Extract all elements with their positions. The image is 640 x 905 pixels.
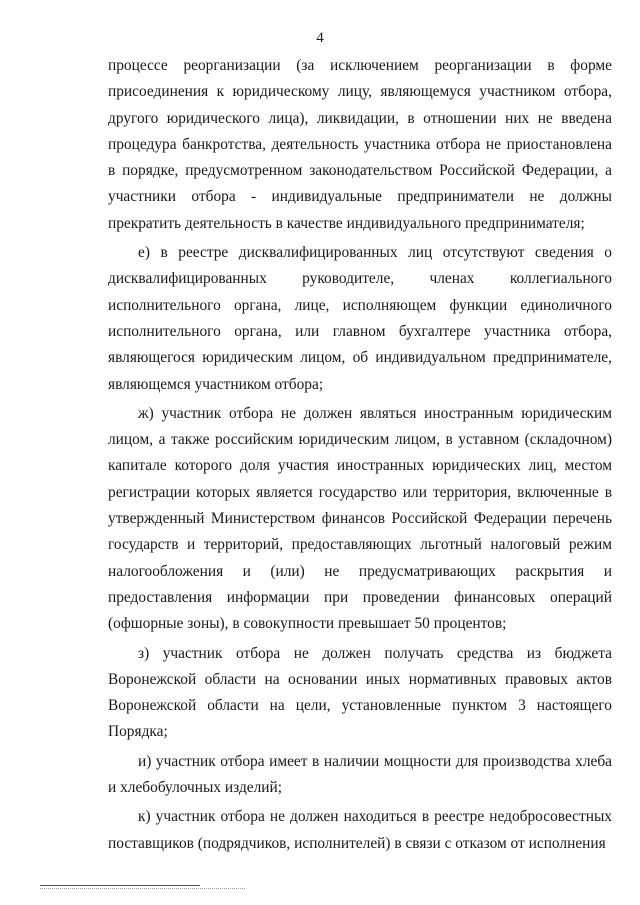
paragraph-continuation: процессе реорганизации (за исключением реорганизации в форме присоединения к юридическому лицу, являющемуся участником отбора, другого юридического лица), ликвидации, в отношении них не введена процедура банкротства, деятельность участника отбора не приостановлена в порядке, предусмотренном законодательством Российской Федерации, а участники отбора - индивидуальные предприниматели не должны прекратить деятельность в качестве индивидуального предпринимателя; <box>108 57 612 232</box>
paragraph-item-z: з) участник отбора не должен получать средства из бюджета Воронежской области на основании иных нормативных правовых актов Воронежской области на цели, установленные пунктом 3 настоящего Порядка; <box>108 644 612 741</box>
document-body <box>108 53 612 857</box>
paragraph-item-i: и) участник отбора имеет в наличии мощности для производства хлеба и хлебобулочных изделий; <box>108 752 612 797</box>
footer-rule <box>40 885 200 886</box>
page-number: 4 <box>316 30 324 46</box>
paragraph-item-e: е) в реестре дисквалифицированных лиц отсутствуют сведения о дисквалифицированных руководителе, членах коллегиального исполнительного органа, лице, исполняющем функции единоличного исполнительного органа, или главном бухгалтере участника отбора, являющегося юридическим лицом, об индивидуальном предпринимателе, являющемся участником отбора; <box>108 244 612 393</box>
paragraph-item-zh: ж) участник отбора не должен являться иностранным юридическим лицом, а также российским юридическим лицом, в уставном (складочном) капитале которого доля участия иностранных юридических лиц, местом регистрации которых является государство или территория, включенные в утвержденный Министерством финансов Российской Федерации перечень государств и территорий, предоставляющих льготный налоговый режим налогообложения и (или) не предусматривающих раскрытия и предоставления информации при проведении финансовых операций (офшорные зоны), в совокупности превышает 50 процентов; <box>108 404 612 633</box>
paragraph-item-k: к) участник отбора не должен находиться в реестре недобросовестных поставщиков (подрядчиков, исполнителей) в связи с отказом от исполнения <box>108 808 612 852</box>
footer-rule-faint <box>40 888 245 889</box>
